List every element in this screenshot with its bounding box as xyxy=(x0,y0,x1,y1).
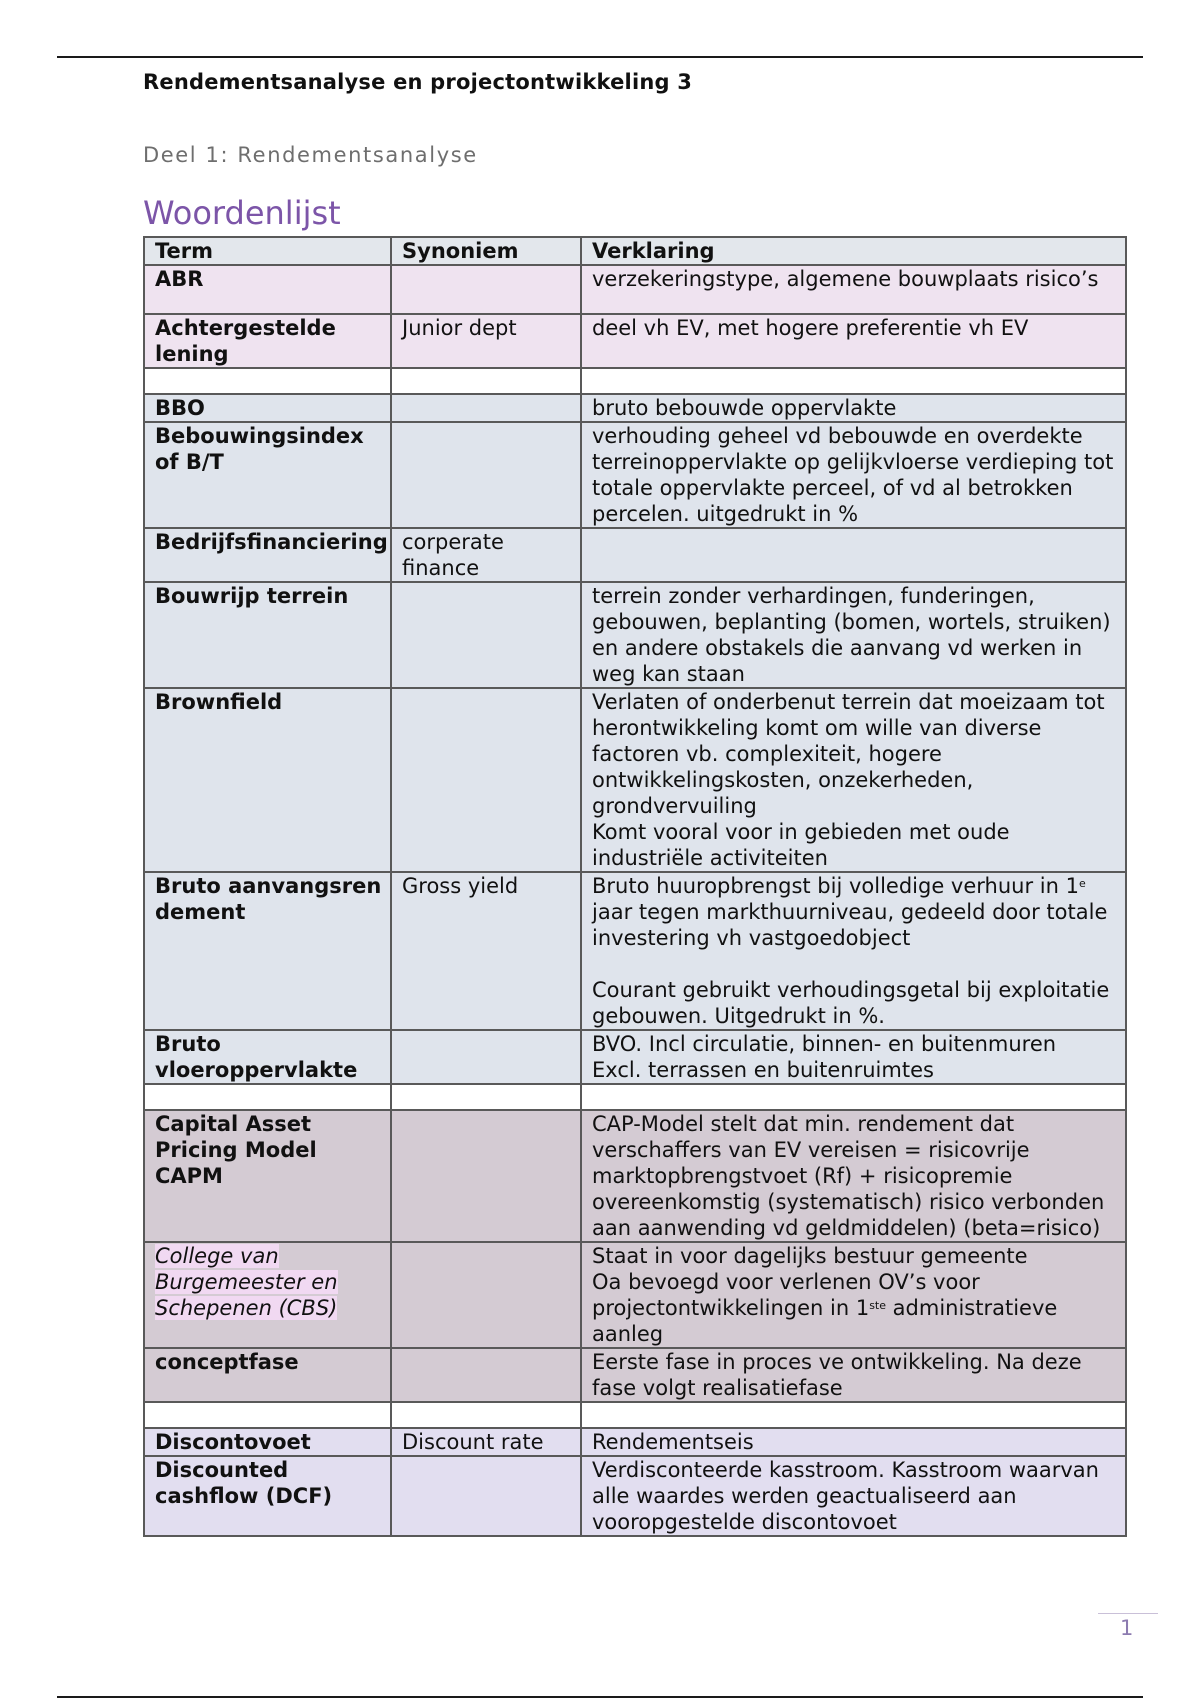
term-cell: Brownfield xyxy=(144,688,391,872)
explanation-cell: CAP-Model stelt dat min. rendement dat verschaffers van EV vereisen = risicovrije marktopbrengstvoet (Rf) + risicopremie overeenkomstig (systematisch) risico verbonden aan aanwending vd geldmiddelen) (beta=risico) xyxy=(581,1110,1126,1242)
table-row xyxy=(144,1428,1126,1456)
table-header-row xyxy=(144,237,1126,265)
table-row xyxy=(144,422,1126,528)
synonym-cell: corperate finance xyxy=(391,528,581,582)
header-synonym: Synoniem xyxy=(391,237,581,265)
term-cell: Bebouwingsindex of B/T xyxy=(144,422,391,528)
explanation-cell: deel vh EV, met hogere preferentie vh EV xyxy=(581,314,1126,368)
superscript: ste xyxy=(869,1299,886,1312)
glossary-heading: Woordenlijst xyxy=(143,194,341,232)
explanation-line: Staat in voor dagelijks bestuur gemeente xyxy=(592,1244,1028,1268)
table-row xyxy=(144,688,1126,872)
explanation-paragraph: Courant gebruikt verhoudingsgetal bij exploitatie gebouwen. Uitgedrukt in %. xyxy=(592,978,1110,1028)
table-row xyxy=(144,394,1126,422)
term-cell: Bruto aanvangsrendement xyxy=(144,872,391,1030)
explanation-paragraph: Bruto huuropbrengst bij volledige verhuur in 1e jaar tegen markthuurniveau, gedeeld door totale investering vh vastgoedobject xyxy=(592,874,1108,950)
term-cell: Discontovoet xyxy=(144,1428,391,1456)
synonym-cell xyxy=(391,688,581,872)
explanation-line: Verlaten of onderbenut terrein dat moeizaam tot herontwikkeling komt om wille van diverse factoren vb. complexiteit, hogere ontwikkelingskosten, onzekerheden, grondvervuiling xyxy=(592,690,1105,818)
term-cell: Achtergestelde lening xyxy=(144,314,391,368)
term-cell: Capital Asset Pricing Model CAPM xyxy=(144,1110,391,1242)
superscript: e xyxy=(1078,877,1086,890)
table-row xyxy=(144,1242,1126,1348)
table-row xyxy=(144,582,1126,688)
synonym-cell xyxy=(391,265,581,314)
explanation-cell: bruto bebouwde oppervlakte xyxy=(581,394,1126,422)
term-cell xyxy=(144,1242,391,1348)
group-spacer-row xyxy=(144,1402,1126,1428)
term-cell: conceptfase xyxy=(144,1348,391,1402)
synonym-cell xyxy=(391,1242,581,1348)
explanation-cell: verzekeringstype, algemene bouwplaats risico’s xyxy=(581,265,1126,314)
header-term: Term xyxy=(144,237,391,265)
term-cell: BBO xyxy=(144,394,391,422)
explanation-line: Excl. terrassen en buitenruimtes xyxy=(592,1058,934,1082)
term-cell: Bedrijfsfinanciering xyxy=(144,528,391,582)
explanation-cell: Eerste fase in proces ve ontwikkeling. Na deze fase volgt realisatiefase xyxy=(581,1348,1126,1402)
glossary-table xyxy=(143,236,1127,1537)
explanation-cell: verhouding geheel vd bebouwde en overdekte terreinoppervlakte op gelijkvloerse verdieping tot totale oppervlakte perceel, of vd al betrokken percelen. uitgedrukt in % xyxy=(581,422,1126,528)
synonym-cell xyxy=(391,1110,581,1242)
explanation-line: Oa bevoegd voor verlenen OV’s voor projectontwikkelingen in 1ste administratieve aanleg xyxy=(592,1270,1058,1346)
group-spacer-row xyxy=(144,368,1126,394)
highlighted-term: College van Burgemeester en Schepenen (CBS) xyxy=(155,1244,338,1320)
term-cell: Bouwrijp terrein xyxy=(144,582,391,688)
synonym-cell xyxy=(391,1348,581,1402)
explanation-cell: Verdisconteerde kasstroom. Kasstroom waarvan alle waardes werden geactualiseerd aan vooropgestelde discontovoet xyxy=(581,1456,1126,1536)
term-cell: ABR xyxy=(144,265,391,314)
synonym-cell xyxy=(391,582,581,688)
synonym-cell xyxy=(391,422,581,528)
explanation-line: Komt vooral voor in gebieden met oude industriële activiteiten xyxy=(592,820,1010,870)
synonym-cell: Gross yield xyxy=(391,872,581,1030)
table-row xyxy=(144,1030,1126,1084)
table-row xyxy=(144,528,1126,582)
explanation-cell: terrein zonder verhardingen, funderingen, gebouwen, beplanting (bomen, wortels, struiken) en andere obstakels die aanvang vd werken in weg kan staan xyxy=(581,582,1126,688)
explanation-line: BVO. Incl circulatie, binnen- en buitenmuren xyxy=(592,1032,1057,1056)
page-number-rule xyxy=(1098,1613,1158,1614)
explanation-cell xyxy=(581,1242,1126,1348)
synonym-cell: Discount rate xyxy=(391,1428,581,1456)
explanation-cell xyxy=(581,872,1126,1030)
synonym-cell: Junior dept xyxy=(391,314,581,368)
synonym-cell xyxy=(391,394,581,422)
table-row xyxy=(144,1348,1126,1402)
explanation-cell xyxy=(581,528,1126,582)
document-title: Rendementsanalyse en projectontwikkeling 3 xyxy=(143,70,693,94)
group-spacer-row xyxy=(144,1084,1126,1110)
table-row xyxy=(144,1456,1126,1536)
page-number: 1 xyxy=(1120,1616,1134,1640)
bottom-rule xyxy=(57,1696,1143,1698)
synonym-cell xyxy=(391,1456,581,1536)
table-row xyxy=(144,1110,1126,1242)
explanation-cell xyxy=(581,1030,1126,1084)
term-cell: Discounted cashflow (DCF) xyxy=(144,1456,391,1536)
table-row xyxy=(144,314,1126,368)
table-row xyxy=(144,872,1126,1030)
section-title: Deel 1: Rendementsanalyse xyxy=(143,143,478,167)
top-rule xyxy=(57,56,1143,58)
header-explanation: Verklaring xyxy=(581,237,1126,265)
explanation-cell xyxy=(581,688,1126,872)
term-cell: Bruto vloeroppervlakte xyxy=(144,1030,391,1084)
explanation-cell: Rendementseis xyxy=(581,1428,1126,1456)
synonym-cell xyxy=(391,1030,581,1084)
table-row xyxy=(144,265,1126,314)
